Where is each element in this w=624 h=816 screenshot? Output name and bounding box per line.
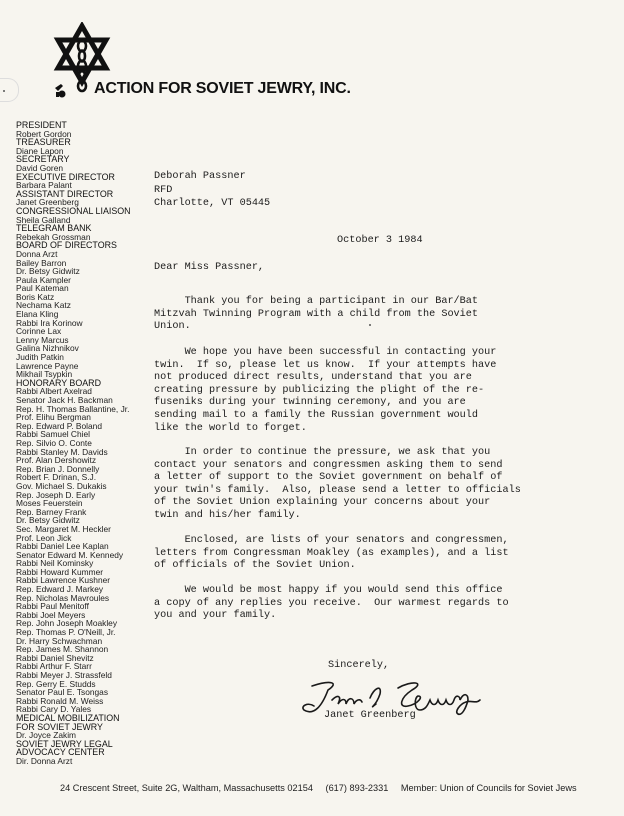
sidebar-member-name: Rabbi Ira Korinow: [16, 317, 83, 328]
sidebar-member-name: Rebekah Grossman: [16, 231, 91, 242]
sidebar-member-name: Rabbi Lawrence Kushner: [16, 575, 111, 586]
sidebar-member-name: Rep. Edward P. Boland: [16, 420, 102, 431]
sidebar-member-name: Nechama Katz: [16, 300, 71, 311]
sidebar-member-name: Dir. Donna Arzt: [16, 755, 73, 766]
sidebar-member-name: Rep. Barney Frank: [16, 506, 87, 517]
sidebar-member-name: Janet Greenberg: [16, 197, 79, 208]
sidebar-member-name: Rep. Edward J. Markey: [16, 584, 104, 595]
sidebar-section-heading: ADVOCACY CENTER: [16, 747, 105, 758]
sidebar-member-name: Corinne Lax: [16, 326, 62, 337]
sidebar-member-name: Bailey Barron: [16, 257, 67, 268]
sidebar-member-name: Prof. Alan Dershowitz: [16, 455, 97, 466]
sidebar-section-heading: ASSISTANT DIRECTOR: [16, 188, 114, 199]
sidebar-member-name: Gov. Michael S. Dukakis: [16, 480, 107, 491]
sidebar-member-name: Rep. John Joseph Moakley: [16, 618, 118, 629]
sidebar-member-name: Elana Kling: [16, 309, 59, 320]
sidebar-section-heading: CONGRESSIONAL LIAISON: [16, 205, 131, 216]
recipient-line-2: RFD: [154, 184, 173, 196]
recipient-address: [154, 170, 270, 211]
sidebar-member-name: Rabbi Joel Meyers: [16, 609, 86, 620]
sidebar-section-heading: MEDICAL MOBILIZATION: [16, 712, 120, 723]
sidebar-member-name: Rep. H. Thomas Ballantine, Jr.: [16, 403, 130, 414]
sidebar-member-name: Prof. Elihu Bergman: [16, 412, 91, 423]
sidebar-section-heading: TELEGRAM BANK: [16, 223, 92, 234]
sidebar-member-name: Rep. James M. Shannon: [16, 644, 109, 655]
sidebar-member-name: Rep. Brian J. Donnelly: [16, 463, 100, 474]
sidebar-member-name: Prof. Leon Jick: [16, 532, 72, 543]
sidebar-member-name: Sec. Margaret M. Heckler: [16, 523, 111, 534]
sidebar-member-name: Dr. Betsy Gidwitz: [16, 515, 80, 526]
sidebar-member-name: Rabbi Arthur F. Starr: [16, 661, 92, 672]
sidebar-member-name: Donna Arzt: [16, 248, 58, 259]
sidebar-member-name: Rabbi Daniel Shevitz: [16, 652, 94, 663]
organization-name: ACTION FOR SOVIET JEWRY, INC.: [94, 80, 351, 97]
sidebar-section-heading: EXECUTIVE DIRECTOR: [16, 171, 115, 182]
paper-speck: [3, 90, 5, 92]
sidebar-section-heading: SECRETARY: [16, 154, 70, 165]
sidebar-member-name: Rep. Thomas P. O'Neill, Jr.: [16, 627, 116, 638]
sidebar-member-name: Barbara Palant: [16, 180, 72, 191]
sidebar-member-name: Rabbi Cary D. Yales: [16, 704, 92, 715]
sidebar-member-name: Senator Paul E. Tsongas: [16, 687, 109, 698]
recipient-city: Charlotte, VT 05445: [154, 198, 271, 209]
sidebar-member-name: Rabbi Stanley M. Davids: [16, 446, 108, 457]
sidebar-member-name: Senator Edward M. Kennedy: [16, 549, 124, 560]
sidebar-member-name: Rep. Joseph D. Early: [16, 489, 96, 500]
footer-phone: (617) 893-2331: [325, 783, 389, 793]
paragraph-3: In order to continue the pressure, we ask that you contact your senators and congressmen asking them to send a letter of support to the Soviet government on behalf of your twin's family. Also, please send a letter to officials of the Soviet Union explaining your concerns about your twin and his/her family.: [154, 447, 521, 521]
letterhead-footer: [60, 783, 587, 793]
signer-name: Janet Greenberg: [324, 710, 416, 721]
sidebar-member-name: Rabbi Meyer J. Strassfeld: [16, 670, 112, 680]
closing: Sincerely,: [328, 660, 390, 671]
sidebar-section-heading: SOVIET JEWRY LEGAL: [16, 738, 113, 749]
sidebar-member-name: Sheila Galland: [16, 214, 71, 225]
sidebar-member-name: Rabbi Albert Axelrad: [16, 386, 92, 397]
sidebar-member-name: Senator Jack H. Backman: [16, 395, 113, 405]
sidebar-member-name: Diane Lapon: [16, 145, 64, 156]
sidebar-member-name: Paul Kateman: [16, 283, 69, 294]
sidebar-section-heading: TREASURER: [16, 137, 71, 148]
sidebar-member-name: David Goren: [16, 162, 64, 173]
sidebar-member-name: Rabbi Ronald M. Weiss: [16, 695, 104, 706]
sidebar-member-name: Rep. Nicholas Mavroules: [16, 592, 110, 603]
sidebar-section-heading: BOARD OF DIRECTORS: [16, 240, 117, 251]
sidebar-member-name: Galina Nizhnikov: [16, 343, 79, 354]
sidebar-section-heading: HONORARY BOARD: [16, 377, 101, 388]
sidebar-member-name: Dr. Betsy Gidwitz: [16, 266, 80, 277]
sidebar-member-name: Rabbi Howard Kummer: [16, 566, 104, 577]
sidebar-member-name: Paula Kampler: [16, 274, 71, 285]
paragraph-1: Thank you for being a participant in our Bar/Bat Mitzvah Twinning Program with a child from the Soviet Union.: [154, 296, 479, 333]
sidebar-member-name: Dr. Joyce Zakim: [16, 730, 77, 741]
sidebar-member-name: Rabbi Paul Menitoff: [16, 601, 89, 612]
sidebar-member-name: Mikhail Tsypkin: [16, 369, 73, 380]
paragraph-4: Enclosed, are lists of your senators and congressmen, letters from Congressman Moakley (as examples), and a list of officials of the Soviet Union.: [154, 535, 509, 572]
paragraph-2: We hope you have been successful in contacting your twin. If so, please let us know. If your attempts have not produced direct results, understand that you are creating pressure by publicizing the plight of the re- fuseniks during your twinning ceremony, and you are sending mail to a family the Russian government would like the world to forget.: [154, 347, 497, 434]
sidebar-section-heading: PRESIDENT: [16, 120, 67, 130]
letter-date: October 3 1984: [337, 235, 423, 246]
sidebar-member-name: Lawrence Payne: [16, 360, 79, 371]
salutation: Dear Miss Passner,: [154, 262, 265, 273]
sidebar-member-name: Rabbi Daniel Lee Kaplan: [16, 541, 109, 552]
footer-address: 24 Crescent Street, Suite 2G, Waltham, Massachusetts 02154: [60, 783, 313, 793]
sidebar-member-name: Boris Katz: [16, 291, 55, 302]
sidebar-member-name: Moses Feuerstein: [16, 498, 83, 509]
paper-speck: [369, 324, 371, 326]
sidebar-member-name: Rep. Silvio O. Conte: [16, 437, 92, 448]
sidebar-member-name: Rabbi Neil Kominsky: [16, 558, 94, 569]
sidebar-member-name: Dr. Harry Schwachman: [16, 635, 103, 646]
sidebar-member-name: Lenny Marcus: [16, 334, 69, 345]
sidebar-member-name: Rabbi Samuel Chiel: [16, 429, 91, 440]
paragraph-5: We would be most happy if you would send this office a copy of any replies you receive. Our warmest regards to you and your family.: [154, 585, 509, 622]
sidebar-member-name: Rep. Gerry E. Studds: [16, 678, 96, 689]
recipient-name: Deborah Passner: [154, 171, 246, 182]
footer-membership: Member: Union of Councils for Soviet Jews: [400, 783, 577, 793]
officers-sidebar: [16, 121, 156, 766]
sidebar-member-name: Judith Patkin: [16, 352, 64, 363]
sidebar-section-heading: FOR SOVIET JEWRY: [16, 721, 103, 732]
sidebar-member-name: Robert Gordon: [16, 128, 72, 139]
sidebar-member-name: Robert F. Drinan, S.J.: [16, 472, 97, 483]
